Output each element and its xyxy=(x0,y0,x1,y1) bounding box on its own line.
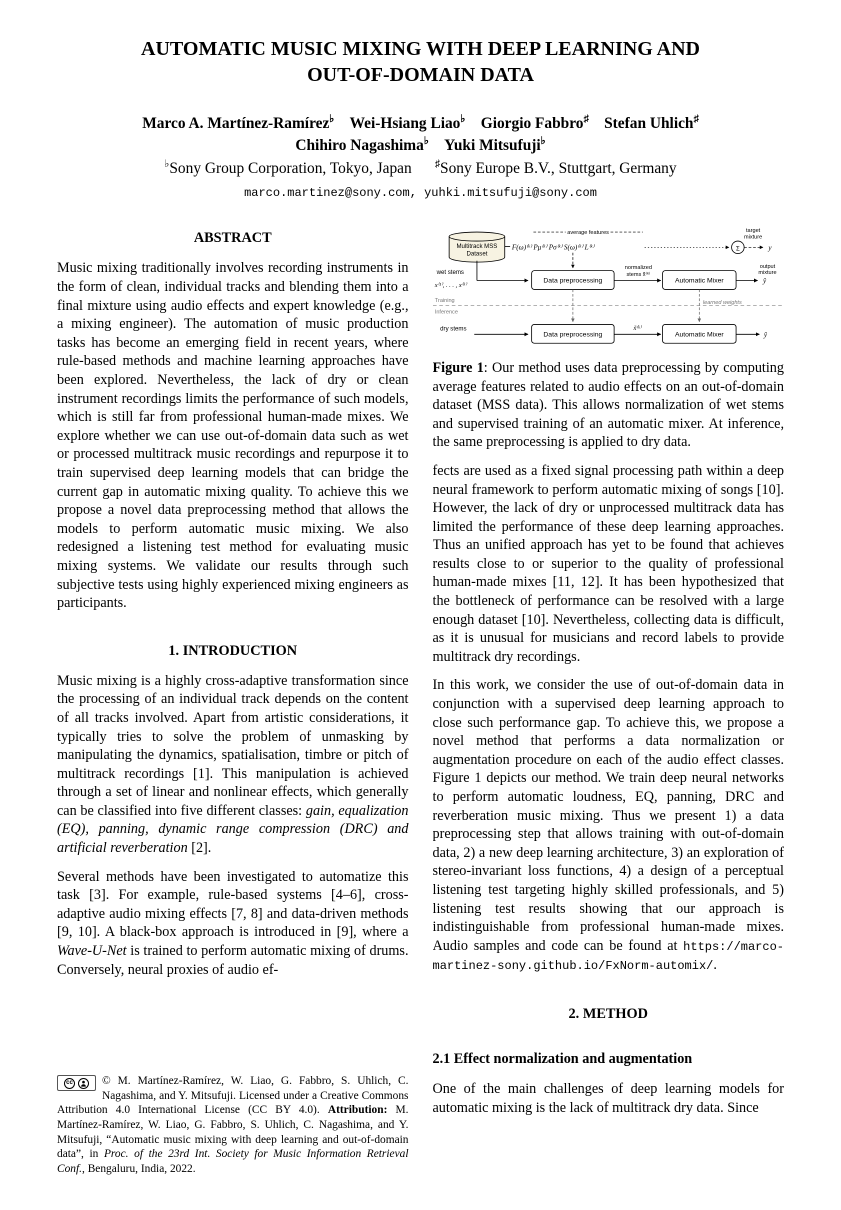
average-features-label: average features xyxy=(566,230,609,237)
intro-paragraph-2: Several methods have been investigated to automatize this task [3]. For example, rule-based systems [4–6], cross-adaptive audio mixing effects [7, 8] and data-driven methods [9, 10]. A black-box approach is introduced in [9], where a Wave-U-Net is trained to perform automatic mixing of drums. Conversely, neural proxies of audio ef- xyxy=(57,868,409,978)
normalized-stems-label: normalized xyxy=(624,265,652,272)
output-var: ŷ xyxy=(762,277,766,286)
target-var: y xyxy=(767,244,772,253)
figure-1-caption: Figure 1: Our method uses data preprocessing by computing average features related to audio effects on an out-of-domain dataset (MSS data). This allows normalization of wet stems and supervised training of an automatic mixer. At inference, the same preprocessing is applied to dry data. xyxy=(432,359,784,451)
learned-weights-label: learned weights xyxy=(702,300,742,307)
svg-text:Data preprocessing: Data preprocessing xyxy=(542,278,602,286)
svg-text:Σ: Σ xyxy=(735,245,740,253)
intro-paragraph-1: Music mixing is a highly cross-adaptive transformation since the processing of an individual track depends on the content of all tracks involved. Apart from artistic considerations, it typically tries to solve the problem of unmasking by manipulating the dynamics, spatialisation, timbre or pitch of multitrack recordings [1]. This manipulation is achieved through a set of linear and nonlinear effects, which generally can be classified into five different classes: gain, equalization (EQ), panning, dynamic range compression (DRC) and artificial reverberation [2]. xyxy=(57,672,409,857)
subsection-heading-2-1: 2.1 Effect normalization and augmentation xyxy=(432,1050,693,1067)
svg-text:Dataset: Dataset xyxy=(465,250,487,258)
target-mixture-label: target xyxy=(745,228,760,235)
author-emails: marco.martinez@sony.com, yuhki.mitsufuji@sony.com xyxy=(244,186,597,201)
title-line-1: AUTOMATIC MUSIC MIXING WITH DEEP LEARNING AND xyxy=(141,38,700,60)
x-tilde-label: x̃⁽ᵏ⁾ xyxy=(633,325,641,333)
inference-output-var: ŷ xyxy=(763,331,767,340)
svg-text:Multitrack MSS: Multitrack MSS xyxy=(456,243,497,251)
section-heading-introduction: 1. INTRODUCTION xyxy=(168,642,298,659)
svg-text:mixture: mixture xyxy=(743,234,762,241)
section-heading-method: 2. METHOD xyxy=(568,1005,648,1022)
abstract-heading: ABSTRACT xyxy=(193,230,272,247)
inference-label: Inference xyxy=(434,310,458,317)
figure-1 xyxy=(433,224,785,359)
output-mixture-label: output xyxy=(759,264,775,271)
continuation-paragraph: fects are used as a fixed signal processing path within a deep neural framework to perform automatic mixing of songs [10]. However, the lack of dry or unprocessed multitrack data has limited the performance of these deep learning approaches. Thus an unified approach has yet to be found that achieves results close to or superior to the quality of professional human-made mixes [11, 12]. It has been hypothesized that the bottleneck of performance can be resolved with a large enough dataset [10]. Nevertheless, collecting data is difficult, as it is unusual for musicians and record labels to provide multitrack dry recordings. xyxy=(432,462,784,665)
wet-stems-label: wet stems xyxy=(436,269,464,277)
figure-1-diagram xyxy=(433,224,785,359)
method-overview-paragraph xyxy=(433,676,785,976)
left-column xyxy=(57,224,409,1190)
two-column-body xyxy=(57,224,784,1190)
by-person-icon xyxy=(78,1078,89,1089)
features-math: F(ω)⁽ᵏ⁾ Pμ⁽ᵏ⁾ Pσ⁽ᵏ⁾ S(ω)⁽ᵏ⁾ L⁽ᵏ⁾ xyxy=(511,243,594,252)
project-url-link[interactable]: https://marco-martinez-sony.github.io/FxNorm-automix/ xyxy=(432,939,784,974)
mss-dataset-cylinder xyxy=(449,233,505,263)
svg-text:mixture: mixture xyxy=(757,270,777,277)
method-paragraph-1: One of the main challenges of deep learning models for automatic mixing is the lack of multitrack dry data. Since xyxy=(432,1080,784,1116)
svg-text:stems x̃⁽ᵏ⁾: stems x̃⁽ᵏ⁾ xyxy=(625,272,650,279)
svg-text:Data preprocessing: Data preprocessing xyxy=(542,331,602,339)
method-overview-period: . xyxy=(713,957,717,974)
license-text: © M. Martínez-Ramírez, W. Liao, G. Fabbro, S. Uhlich, C. Nagashima, and Y. Mitsufuji. Licensed under a Creative Commons Attribution 4.0 International License (CC BY 4.0). Attribution: M. Martínez-Ramírez, W. Liao, G. Fabbro, S. Uhlich, C. Nagashima, and Y. Mitsufuji, “Automatic music mixing with deep learning and out-of-domain data”, in Proc. of the 23rd Int. Society for Music Information Retrieval Conf., Bengaluru, India, 2022. xyxy=(57,1075,409,1175)
authors-line-2: Chihiro Nagashima♭ Yuki Mitsufuji♭ xyxy=(295,135,546,155)
cc-icon: cc xyxy=(64,1078,75,1089)
training-label: Training xyxy=(434,298,455,305)
affiliations: ♭Sony Group Corporation, Tokyo, Japan ♯Sony Europe B.V., Stuttgart, Germany xyxy=(164,159,677,178)
wet-stems-math: x⁽¹⁾, . . . , x⁽ᵏ⁾ xyxy=(434,282,467,290)
cc-by-badge-icon xyxy=(57,1075,96,1091)
license-block xyxy=(57,1064,409,1190)
title-line-2: OUT-OF-DOMAIN DATA xyxy=(307,64,534,87)
dry-stems-label: dry stems xyxy=(439,326,467,334)
page-title xyxy=(57,36,784,89)
right-column xyxy=(433,224,785,1190)
authors-line-1: Marco A. Martínez-Ramírez♭ Wei-Hsiang Liao♭ Giorgio Fabbro♯ Stefan Uhlich♯ xyxy=(142,113,699,132)
method-overview-text: In this work, we consider the use of out-of-domain data in conjunction with a supervised deep learning approach to close such performance gap. To achieve this, we propose a novel method that performs a data normalization or augmentation procedure on each of the audio effect classes. Figure 1 depicts our method. We train deep neural networks to perform automatic loudness, EQ, panning, DRC and reverberation music mixing. Thus we present 1) a data preprocessing step that allows training with out-of-domain data, 2) a new deep learning architecture, 3) an exploration of stereo-invariant loss functions, 4) a design of a perceptual listening test targeting highly skilled professionals, and 5) listening test results showing that our approach is indistinguishable from professional human-made mixes. Audio samples and code can be found at xyxy=(432,677,784,954)
abstract-text: Music mixing traditionally involves recording instruments in the form of clean, individual tracks and blending them into a final mixture using audio effects and expert knowledge (e.g., a mixing engineer). The automation of music production tasks has become an emerging field in recent years, where rule-based methods and machine learning approaches have been explored. Nevertheless, the lack of dry or clean instrument recordings limits the performance of such models, which is still far from professional human-made mixes. We explore whether we can use out-of-domain data such as wet or processed multitrack music recordings and repurpose it to train supervised deep learning models that can bridge the current gap in automatic mixing quality. To achieve this we propose a novel data preprocessing method that allows the models to perform automatic music mixing. We also redesigned a listening test method for evaluating music mixing systems. We validate our results through such subjective tests using highly experienced mixing engineers as participants. xyxy=(57,260,409,612)
svg-text:Automatic Mixer: Automatic Mixer xyxy=(674,331,724,339)
svg-text:Automatic Mixer: Automatic Mixer xyxy=(674,278,724,286)
